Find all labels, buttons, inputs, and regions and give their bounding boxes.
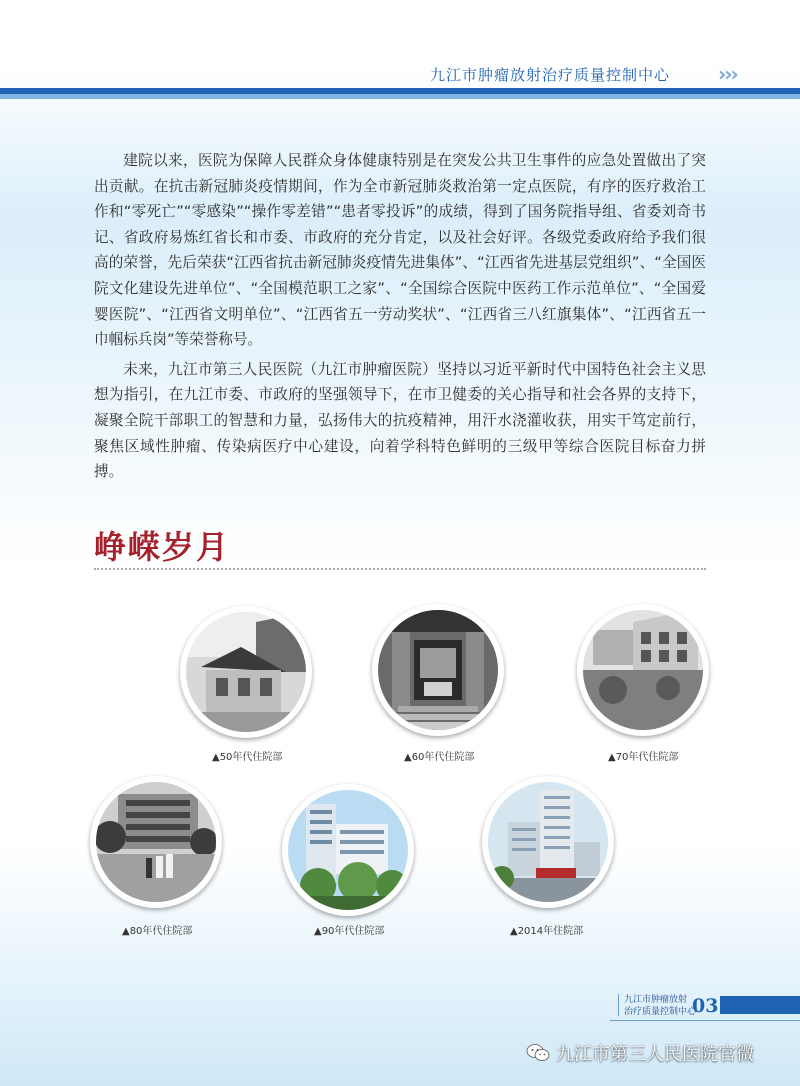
caption-1950s: ▲50年代住院部 [212,752,283,763]
header-band [0,88,800,100]
caption-1980s: ▲80年代住院部 [122,926,193,937]
photo-2014-image [488,782,608,902]
footer-label-line1: 九江市肿瘤放射 [624,995,688,1005]
header-bar-light [0,94,800,99]
photo-1990s-image [288,790,408,910]
watermark [526,1040,754,1066]
photo-1980s [90,776,222,908]
photo-1960s-image [378,610,498,730]
header-title: 九江市肿瘤放射治疗质量控制中心 [430,66,671,84]
caption-2014: ▲2014年住院部 [510,926,584,937]
footer-line [610,1020,800,1021]
caption-1960s: ▲60年代住院部 [404,752,475,763]
wechat-icon [526,1043,550,1063]
section-title: 峥嵘岁月 [94,528,231,566]
footer-blue-band [720,996,800,1014]
watermark-text: 九江市第三人民医院官微 [556,1044,754,1065]
photo-2014 [482,776,614,908]
photo-1950s [180,606,312,738]
photo-1970s [577,604,709,736]
chevron-right-icon: ››› [718,62,737,86]
body-text [94,148,706,489]
page-number: 03 [692,995,719,1017]
photo-1950s-image [186,612,306,732]
photo-1990s [282,784,414,916]
footer-separator [618,994,619,1016]
caption-1970s: ▲70年代住院部 [608,752,679,763]
dotted-divider [94,568,706,570]
paragraph-future: 未来，九江市第三人民医院（九江市肿瘤医院）坚持以习近平新时代中国特色社会主义思想为指引，在九江市委、市政府的坚强领导下，在市卫健委的关心指导和社会各界的支持下，凝聚全院干部职工的智慧和力量，弘扬伟大的抗疫精神，用汗水浇灌收获，用实干笃定前行，聚焦区域性肿瘤、传染病医疗中心建设，向着学科特色鲜明的三级甲等综合医院目标奋力拼搏。 [94,360,706,481]
photo-1970s-image [583,610,703,730]
footer-label-line2: 治疗质量控制中心 [624,1007,697,1017]
footer-label [624,994,696,1018]
photo-1960s [372,604,504,736]
paragraph-history: 建院以来，医院为保障人民群众身体健康特别是在突发公共卫生事件的应急处置做出了突出贡献。在抗击新冠肺炎疫情期间，作为全市新冠肺炎救治第一定点医院，有序的医疗救治工作和“零死亡”“零感染”“操作零差错”“患者零投诉”的成绩，得到了国务院指导组、省委刘奇书记、省政府易炼红省长和市委、市政府的充分肯定，以及社会好评。各级党委政府给予我们很高的荣誉，先后荣获“江西省抗击新冠肺炎疫情先进集体”、“江西省先进基层党组织”、“全国医院文化建设先进单位”、“全国模范职工之家”、“全国综合医院中医药工作示范单位”、“全国爱婴医院”、“江西省文明单位”、“江西省五一劳动奖状”、“江西省三八红旗集体”、“江西省五一巾帼标兵岗”等荣誉称号。 [94,152,706,349]
photo-1980s-image [96,782,216,902]
caption-1990s: ▲90年代住院部 [314,926,385,937]
